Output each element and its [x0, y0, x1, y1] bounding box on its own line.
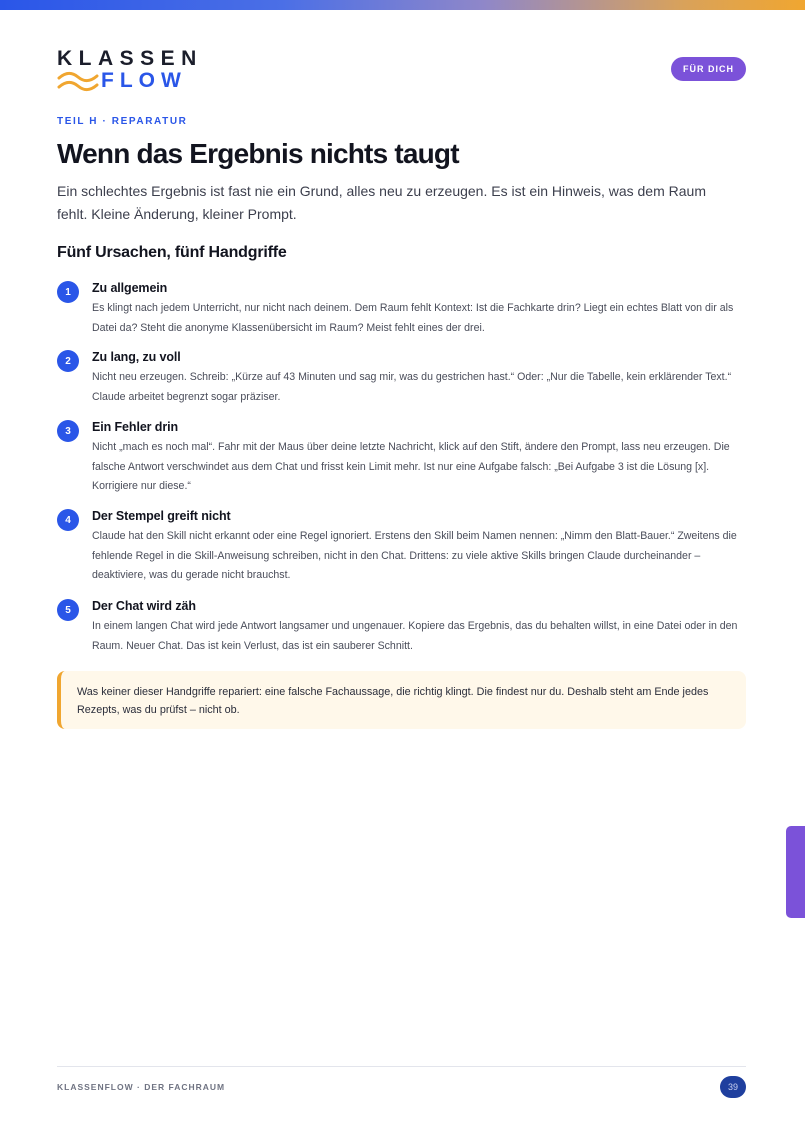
- logo-wordmark-top: KLASSEN: [57, 47, 203, 70]
- side-bookmark-tab: [786, 826, 805, 918]
- audience-badge: FÜR DICH: [671, 57, 746, 81]
- item-body: Nicht neu erzeugen. Schreib: „Kürze auf 43 Minuten und sag mir, was du gestrichen hast.“ Oder: „Nur die Tabelle, kein erklärender Text.“ Claude arbeitet begrenzt sogar präziser.: [92, 371, 732, 403]
- item-number-badge: 2: [57, 350, 79, 372]
- item-body: In einem langen Chat wird jede Antwort langsamer und ungenauer. Kopiere das Ergebnis, das du behalten willst, in eine Datei oder in den Raum. Neuer Chat. Das ist kein Verlust, das ist ein sauberer Schnitt.: [92, 620, 738, 652]
- item-title: Zu lang, zu voll: [92, 350, 181, 364]
- footer-divider: [57, 1066, 746, 1067]
- item-title: Ein Fehler drin: [92, 420, 179, 434]
- top-gradient-bar: [0, 0, 805, 10]
- item-body: Nicht „mach es noch mal“. Fahr mit der Maus über deine letzte Nachricht, klick auf den Stift, ändere den Prompt, lass neu erzeugen. Die falsche Antwort verschwindet aus dem Chat und frisst kein Limit mehr. Ist nur eine Aufgabe falsch: „Bei Aufgabe 3 ist die Lösung [x]. Korrigiere nur diese.“: [92, 441, 730, 492]
- item-number-badge: 4: [57, 509, 79, 531]
- item-body: Claude hat den Skill nicht erkannt oder eine Regel ignoriert. Erstens den Skill beim Namen nennen: „Nimm den Blatt-Bauer.“ Zweitens die fehlende Regel in die Skill-Anweisung schreiben, nicht in den Chat. Drittens: zu viele aktive Skills bringen Claude durcheinander – deaktiviere, was du gerade nicht brauchst.: [92, 530, 737, 581]
- note-callout: [57, 671, 746, 729]
- item-title: Zu allgemein: [92, 281, 168, 295]
- page-title: Wenn das Ergebnis nichts taugt: [57, 138, 459, 169]
- page-number: 39: [720, 1076, 746, 1098]
- klassenflow-logo: [57, 47, 203, 97]
- section-heading: Fünf Ursachen, fünf Handgriffe: [57, 244, 287, 261]
- item-body: Es klingt nach jedem Unterricht, nur nicht nach deinem. Dem Raum fehlt Kontext: Ist die Fachkarte drin? Liegt ein echtes Blatt von dir als Datei da? Steht die anonyme Klassenübersicht im Raum? Meist fehlt eines der drei.: [92, 302, 734, 334]
- footer-label: KLASSENFLOW · DER FACHRAUM: [57, 1082, 226, 1092]
- logo-wordmark-bottom: FLOW: [101, 69, 187, 92]
- waves-icon: [57, 71, 99, 93]
- item-title: Der Stempel greift nicht: [92, 509, 231, 523]
- callout-text: Was keiner dieser Handgriffe repariert: eine falsche Fachaussage, die richtig klingt. Die findest nur du. Deshalb steht am Ende jedes Rezepts, was du prüfst – nicht ob.: [77, 686, 709, 716]
- item-number-badge: 3: [57, 420, 79, 442]
- item-title: Der Chat wird zäh: [92, 599, 196, 613]
- item-number-badge: 5: [57, 599, 79, 621]
- item-number-badge: 1: [57, 281, 79, 303]
- section-kicker: TEIL H · REPARATUR: [57, 116, 188, 127]
- lead-paragraph: Ein schlechtes Ergebnis ist fast nie ein Grund, alles neu zu erzeugen. Es ist ein Hinweis, was dem Raum fehlt. Kleine Änderung, kleiner Prompt.: [57, 183, 706, 222]
